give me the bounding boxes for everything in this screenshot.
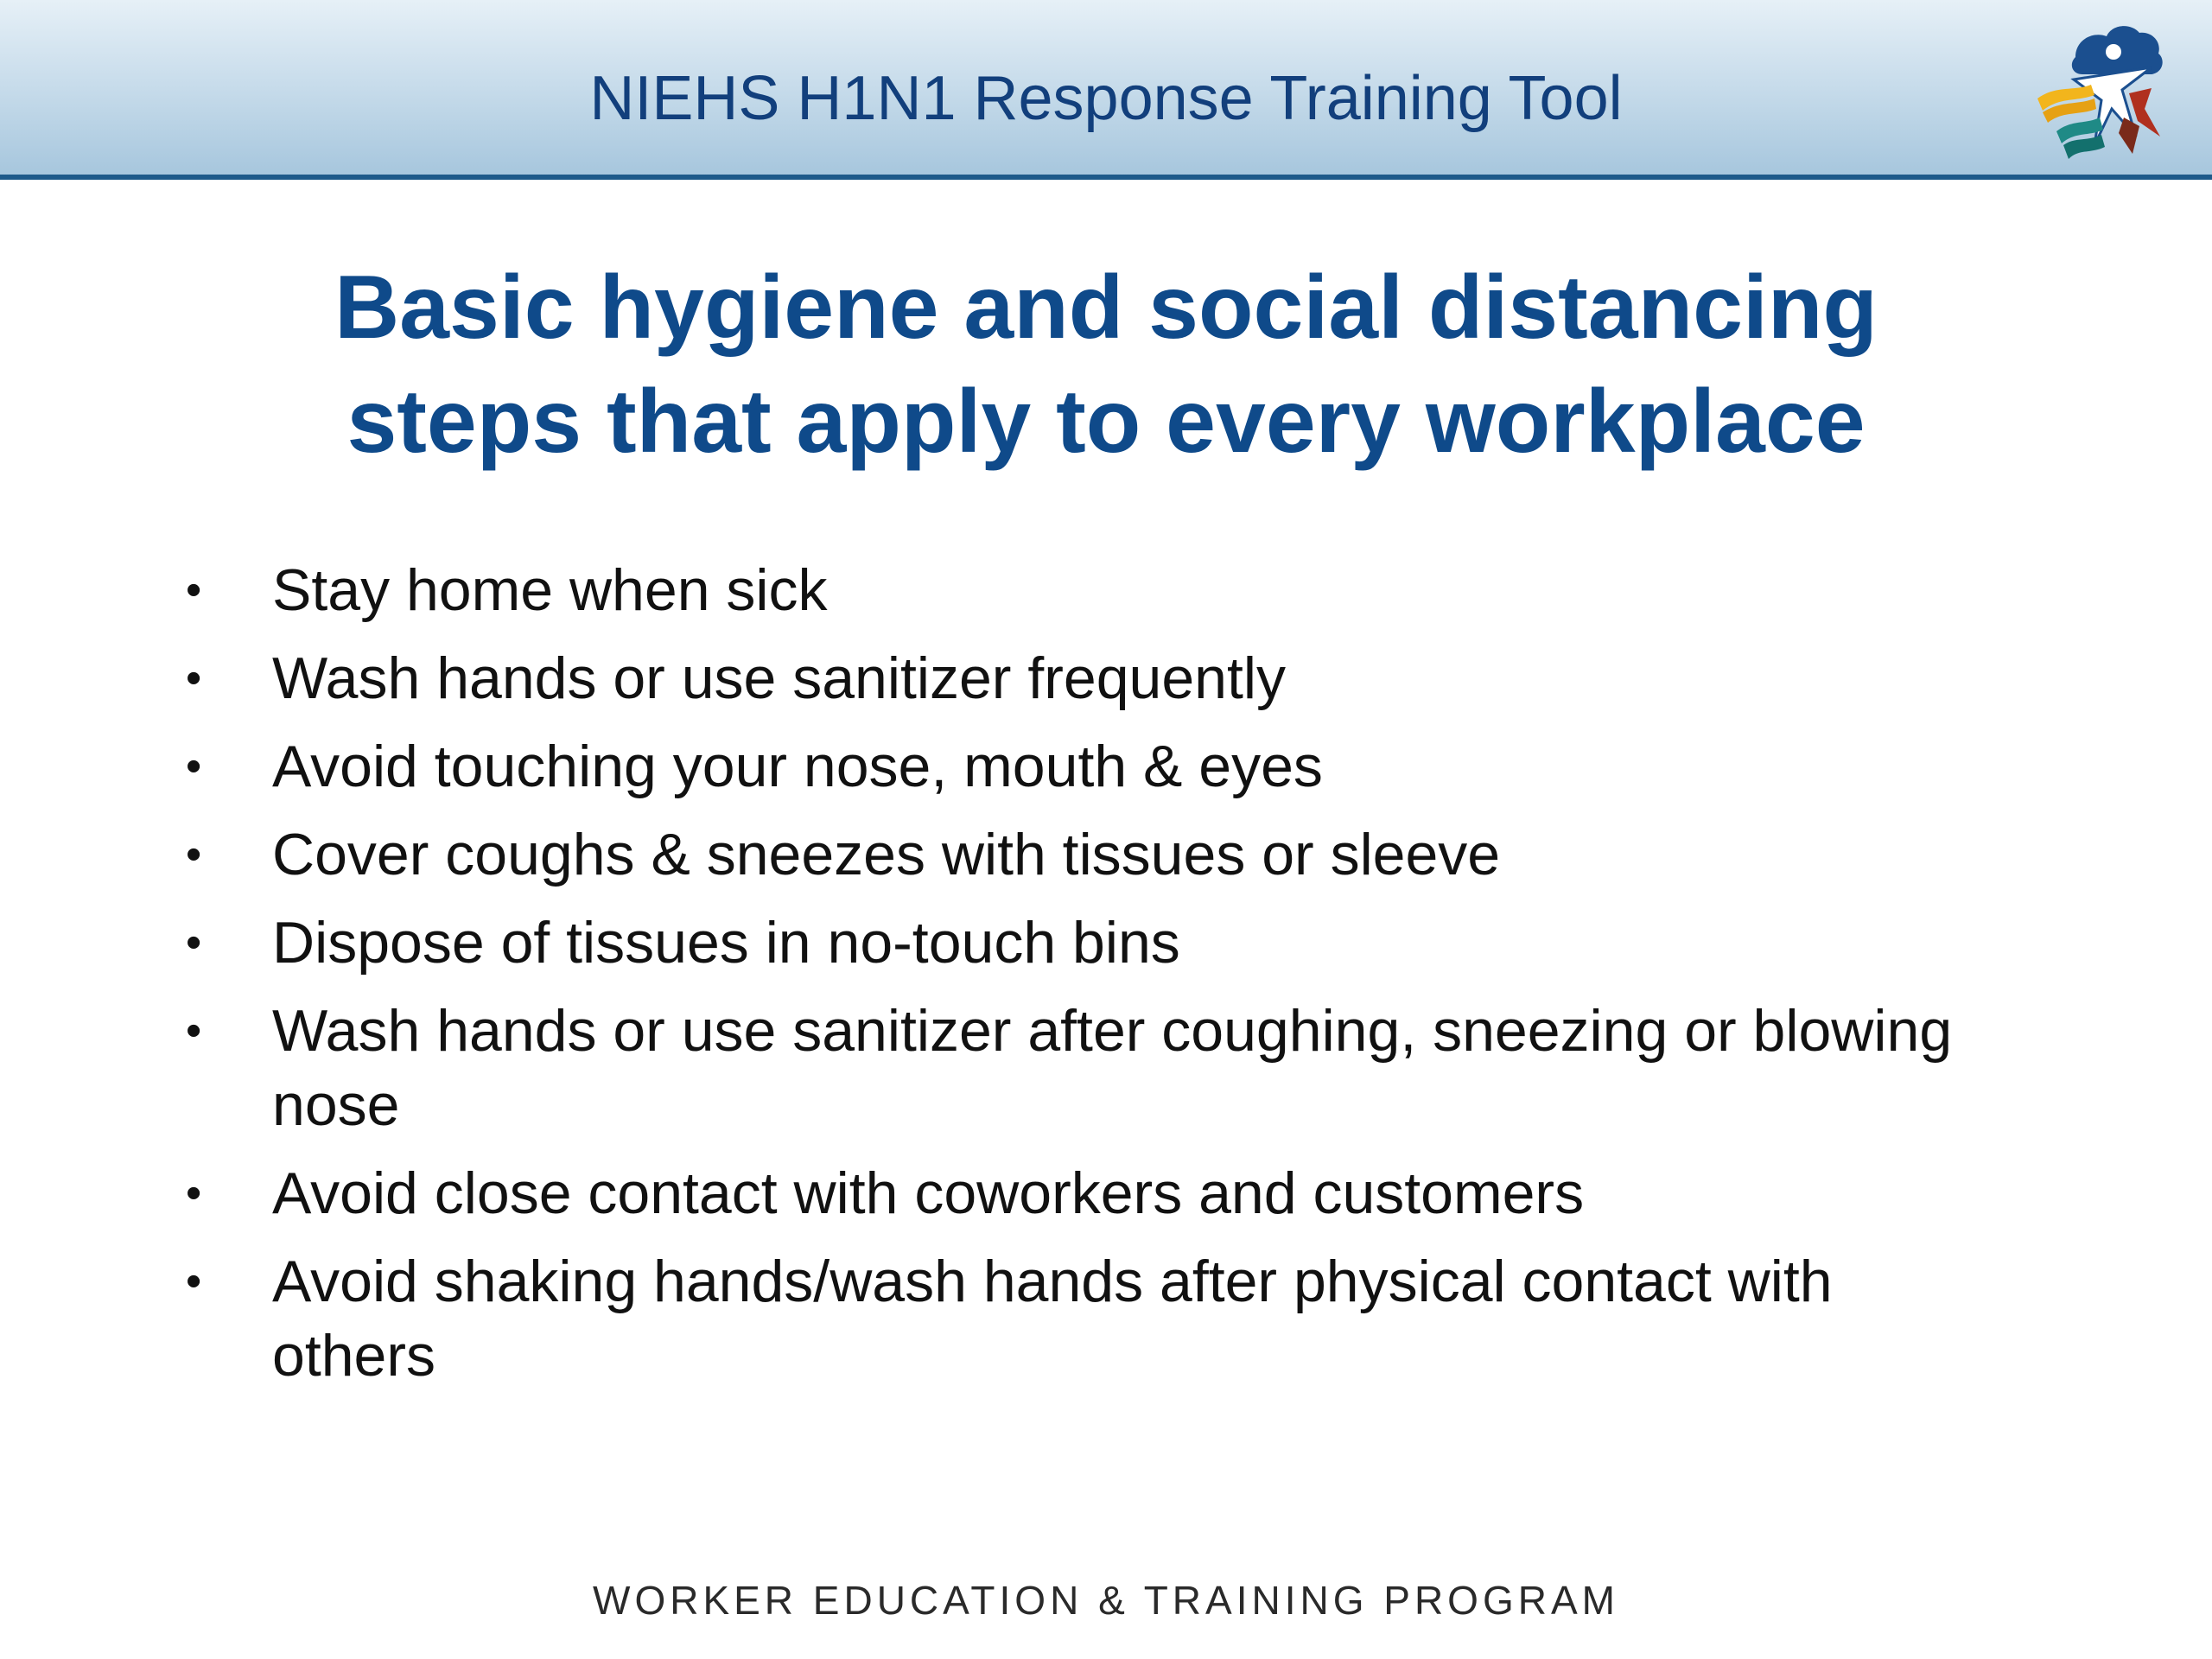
slide-title-line-2: steps that apply to every workplace bbox=[346, 372, 1866, 472]
list-item bbox=[186, 729, 2000, 804]
bullet-marker: • bbox=[186, 1006, 202, 1056]
bullet-marker: • bbox=[186, 741, 202, 791]
list-item bbox=[186, 553, 2000, 627]
list-item bbox=[186, 994, 2000, 1142]
bullet-text: Avoid touching your nose, mouth & eyes bbox=[272, 734, 1323, 799]
bullet-text: Wash hands or use sanitizer frequently bbox=[272, 645, 1286, 711]
list-item bbox=[186, 817, 2000, 892]
bullet-marker: • bbox=[186, 653, 202, 703]
bullet-marker: • bbox=[186, 565, 202, 615]
bullet-text: Wash hands or use sanitizer after coughing, sneezing or blowing nose bbox=[272, 998, 1953, 1138]
bullet-list bbox=[186, 553, 2000, 1407]
footer-program-name: WORKER EDUCATION & TRAINING PROGRAM bbox=[593, 1578, 1619, 1623]
slide-title bbox=[173, 251, 2039, 479]
header-title: NIEHS H1N1 Response Training Tool bbox=[589, 64, 1623, 133]
slide-title-line-1: Basic hygiene and social distancing bbox=[334, 257, 1878, 358]
bullet-marker: • bbox=[186, 1168, 202, 1218]
bullet-text: Stay home when sick bbox=[272, 557, 828, 623]
bullet-marker: • bbox=[186, 1256, 202, 1306]
header-divider bbox=[0, 175, 2212, 180]
bullet-text: Cover coughs & sneezes with tissues or sleeve bbox=[272, 822, 1501, 887]
bullet-text: Dispose of tissues in no-touch bins bbox=[272, 910, 1180, 976]
bullet-text: Avoid shaking hands/wash hands after physical contact with others bbox=[272, 1249, 1833, 1389]
list-item bbox=[186, 641, 2000, 715]
bullet-marker: • bbox=[186, 830, 202, 880]
list-item bbox=[186, 1244, 2000, 1393]
bullet-text: Avoid close contact with coworkers and customers bbox=[272, 1160, 1585, 1226]
niehs-star-figure-icon bbox=[2022, 16, 2177, 171]
list-item bbox=[186, 906, 2000, 980]
list-item bbox=[186, 1156, 2000, 1230]
bullet-marker: • bbox=[186, 918, 202, 968]
